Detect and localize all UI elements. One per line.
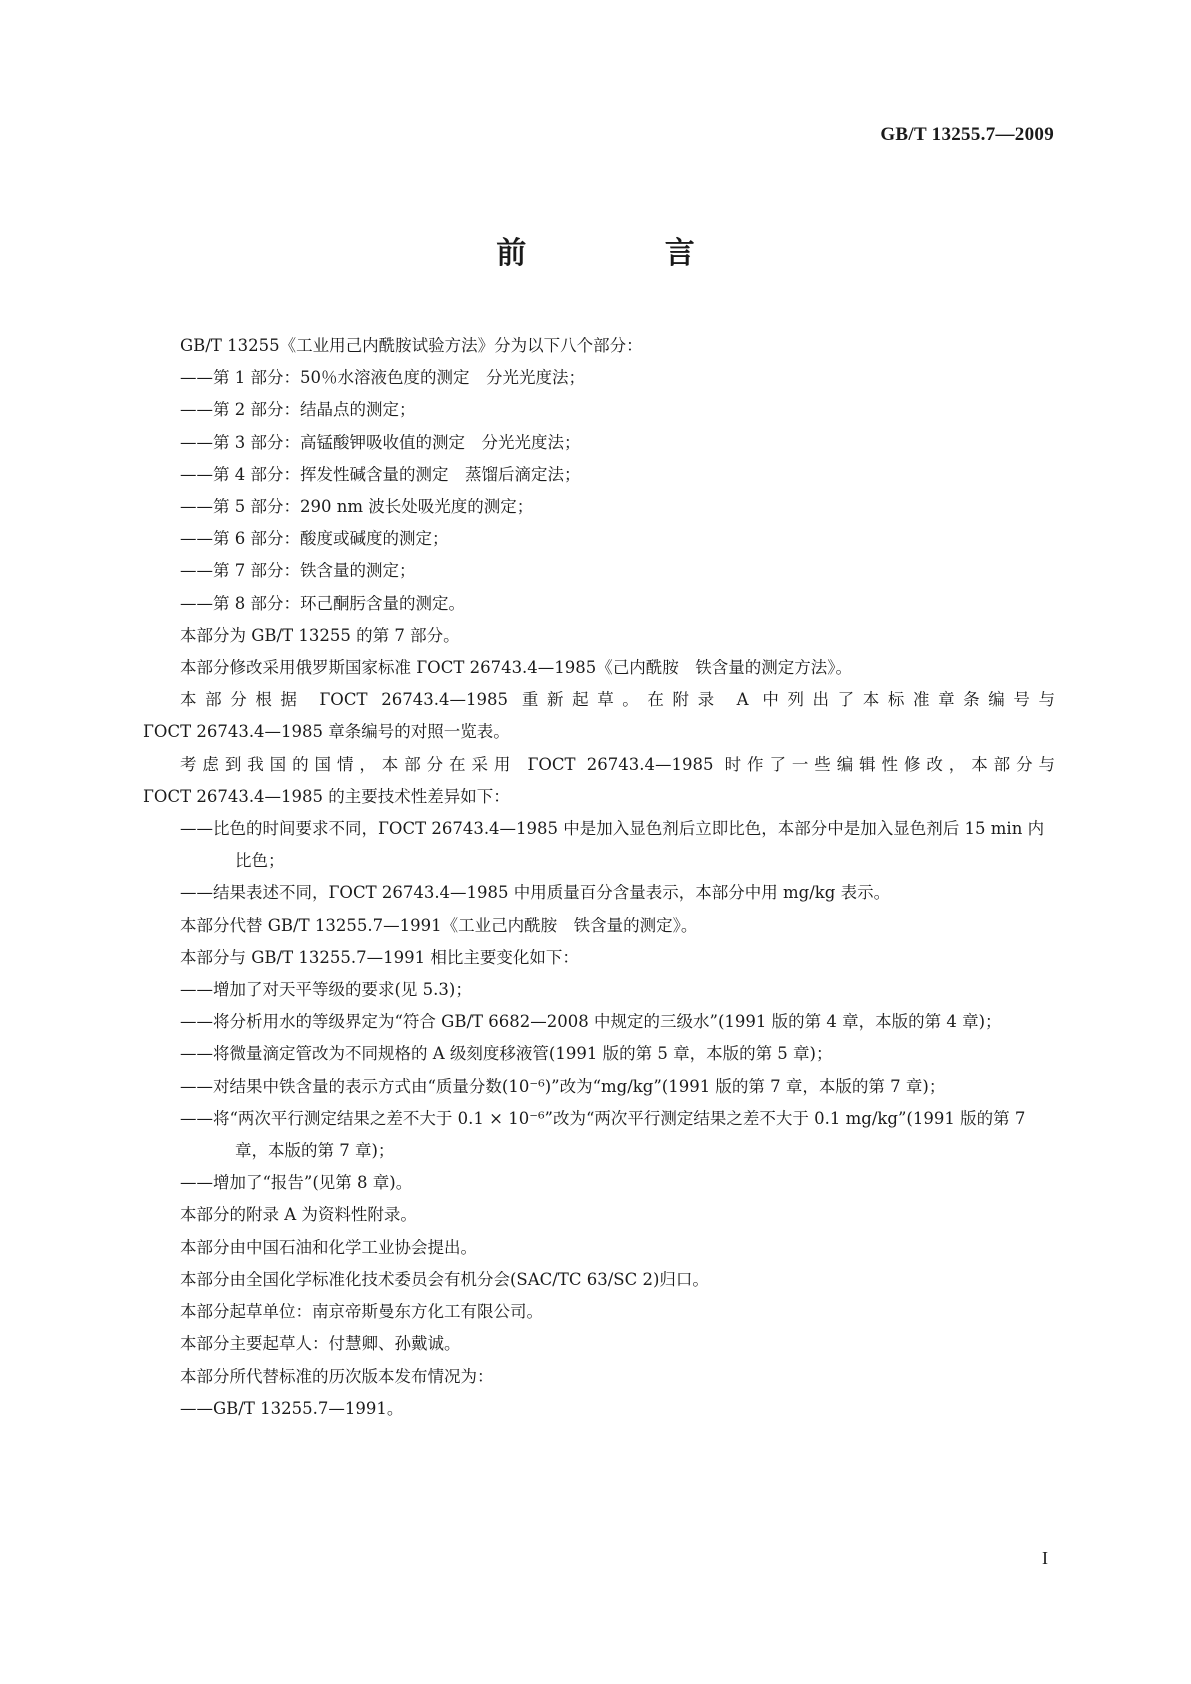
list-item: ——第 7 部分：铁含量的测定； xyxy=(180,561,416,581)
list-item: ——比色的时间要求不同，ГОСТ 26743.4—1985 中是加入显色剂后立即比色，本部分中是加入显色剂后 15 min 内比色； xyxy=(180,819,1045,871)
list-item: ——增加了对天平等级的要求(见 5.3)； xyxy=(180,980,472,1000)
list-item: ——GB/T 13255.7—1991。 xyxy=(180,1398,404,1418)
list-item: ——第 2 部分：结晶点的测定； xyxy=(180,400,416,420)
paragraph: 考虑到我国的国情，本部分在采用 ГОСТ 26743.4—1985 时作了一些编辑性修改，本部分与 xyxy=(180,754,1055,774)
list-item: ——第 3 部分：高锰酸钾吸收值的测定 分光光度法； xyxy=(180,432,581,452)
page-number: I xyxy=(1042,1548,1048,1568)
paragraph: 本部分为 GB/T 13255 的第 7 部分。 xyxy=(180,625,460,645)
paragraph: 本部分的附录 A 为资料性附录。 xyxy=(180,1205,417,1225)
paragraph: 本部分所代替标准的历次版本发布情况为： xyxy=(180,1366,494,1386)
list-item: ——将微量滴定管改为不同规格的 A 级刻度移液管(1991 版的第 5 章，本版的第 5 章)； xyxy=(180,1044,833,1064)
list-item: ——结果表述不同，ГОСТ 26743.4—1985 中用质量百分含量表示，本部分中用 mg/kg 表示。 xyxy=(180,883,891,903)
paragraph: 本部分由中国石油和化学工业协会提出。 xyxy=(180,1237,477,1257)
paragraph-continuation: ГОСТ 26743.4—1985 章条编号的对照一览表。 xyxy=(143,722,510,742)
list-item: ——第 5 部分：290 nm 波长处吸光度的测定； xyxy=(180,497,534,517)
list-item: ——将“两次平行测定结果之差不大于 0.1 × 10⁻⁶”改为“两次平行测定结果之差不大于 0.1 mg/kg”(1991 版的第 7 章，本版的第 7 章)； xyxy=(180,1108,1026,1161)
list-item: ——第 1 部分：50％水溶液色度的测定 分光光度法； xyxy=(180,368,585,388)
paragraph: 本部分代替 GB/T 13255.7—1991《工业己内酰胺 铁含量的测定》。 xyxy=(180,915,698,935)
list-item: ——第 8 部分：环己酮肟含量的测定。 xyxy=(180,593,465,613)
paragraph: 本部分由全国化学标准化技术委员会有机分会(SAC/TC 63/SC 2)归口。 xyxy=(180,1269,709,1289)
paragraph: 本部分与 GB/T 13255.7—1991 相比主要变化如下： xyxy=(180,947,579,967)
list-item: ——增加了“报告”(见第 8 章)。 xyxy=(180,1173,413,1193)
list-item: ——第 4 部分：挥发性碱含量的测定 蒸馏后滴定法； xyxy=(180,464,581,484)
paragraph: 本部分根据 ГОСТ 26743.4—1985 重新起草。在附录 A 中列出了本标准章条编号与 xyxy=(180,690,1055,710)
paragraph-continuation: ГОСТ 26743.4—1985 的主要技术性差异如下： xyxy=(143,786,510,806)
paragraph: GB/T 13255《工业用己内酰胺试验方法》分为以下八个部分： xyxy=(180,336,643,355)
foreword-body xyxy=(143,330,1055,1425)
paragraph: 本部分主要起草人：付慧卿、孙戴诚。 xyxy=(180,1334,461,1354)
list-item: ——第 6 部分：酸度或碱度的测定； xyxy=(180,529,449,549)
page-title: 前 言 xyxy=(496,236,759,271)
paragraph: 本部分修改采用俄罗斯国家标准 ГОСТ 26743.4—1985《己内酰胺 铁含量的测定方法》。 xyxy=(180,658,853,678)
standard-code: GB/T 13255.7—2009 xyxy=(880,124,1054,145)
paragraph: 本部分起草单位：南京帝斯曼东方化工有限公司。 xyxy=(180,1302,543,1322)
list-item: ——对结果中铁含量的表示方式由“质量分数(10⁻⁶)”改为“mg/kg”(1991 版的第 7 章，本版的第 7 章)； xyxy=(180,1076,946,1096)
list-item: ——将分析用水的等级界定为“符合 GB/T 6682—2008 中规定的三级水”(1991 版的第 4 章，本版的第 4 章)； xyxy=(180,1012,1002,1032)
